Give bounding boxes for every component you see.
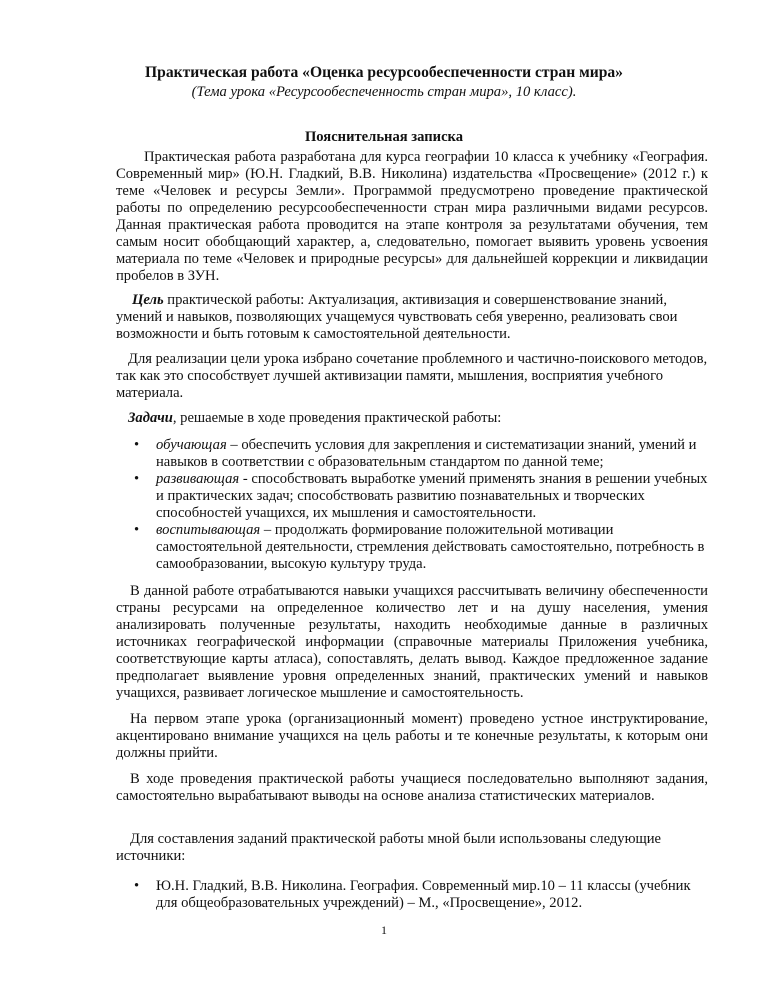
task-text: – обеспечить условия для закрепления и систематизации знаний, умений и навыков в соответствии с образовательным стандартом по данной теме;	[156, 437, 697, 470]
tasks-list	[116, 437, 708, 573]
task-label: воспитывающая	[156, 522, 261, 538]
page-subtitle: (Тема урока «Ресурсообеспеченность стран мира», 10 класс).	[191, 84, 577, 100]
stage1-paragraph: На первом этапе урока (организационный момент) проведено устное инструктирование, акцентировано внимание учащихся на цель работы и те конечные результаты, к которым они должны прийти.	[116, 711, 708, 761]
task-label: обучающая	[156, 437, 227, 453]
list-item	[116, 437, 708, 471]
source-text: Ю.Н. Гладкий, В.В. Николина. География. Современный мир.10 – 11 классы (учебник для общеобразовательных учреждений) – М., «Просвещение», 2012.	[156, 878, 691, 911]
intro-paragraph: Практическая работа разработана для курса географии 10 класса к учебнику «География. Современный мир» (Ю.Н. Гладкий, В.В. Николина) издательства «Просвещение» (2012 г.) к теме «Человек и ресурсы Земли». Программой предусмотрено проведение практической работы по определению ресурсообеспеченности стран мира различными видами ресурсов. Данная практическая работа проводится на этапе контроля за результатами обучения, тем самым носит обобщающий характер, а, следовательно, помогает выявить уровень усвоения материала по теме «Человек и природные ресурсы» для дальнейшей коррекции и ликвидации пробелов в ЗУН.	[116, 149, 708, 284]
sources-list	[116, 878, 708, 912]
bullet-icon: •	[134, 437, 140, 453]
process-paragraph: В ходе проведения практической работы учащиеся последовательно выполняют задания, самостоятельно вырабатывают выводы на основе анализа статистических материалов.	[116, 771, 708, 804]
bullet-icon: •	[134, 522, 140, 538]
task-text: – продолжать формирование положительной мотивации самостоятельной деятельности, стремления действовать самостоятельно, потребность в самообразовании, высокую культуру труда.	[156, 522, 705, 572]
list-item	[116, 471, 708, 522]
goal-text: практической работы: Актуализация, активизация и совершенствование знаний, умений и навыков, позволяющих учащемуся чувствовать себя уверенно, реализовать свои возможности и быть готовым к самостоятельной деятельности.	[116, 292, 678, 342]
sources-intro: Для составления заданий практической работы мной были использованы следующие источники:	[116, 831, 661, 864]
list-item	[116, 878, 708, 912]
tasks-paragraph	[116, 410, 708, 427]
task-text: - способствовать выработке умений применять знания в решении учебных и практических задач; способствовать развитию познавательных и творческих способностей учащихся, их мышления и самостоятельности.	[156, 471, 708, 521]
skills-paragraph: В данной работе отрабатываются навыки учащихся рассчитывать величину обеспеченности страны ресурсами на определенное количество лет и на душу населения, умения анализировать полученные результаты, находить необходимые данные в различных источниках географической информации (справочные материалы Приложения учебника, соответствующие карты атласа), сопоставлять, делать вывод. Каждое предложенное задание предполагает выявление уровня определенных знаний, практических умений и навыков учащихся, развивает логическое мышление и самостоятельность.	[116, 583, 708, 701]
page-title: Практическая работа «Оценка ресурсообеспеченности стран мира»	[145, 64, 623, 81]
bullet-icon: •	[134, 471, 140, 487]
goal-label: Цель	[132, 292, 164, 308]
method-paragraph: Для реализации цели урока избрано сочетание проблемного и частично-поискового методов, так как это способствует лучшей активизации памяти, мышления, восприятия учебного материала.	[116, 351, 708, 401]
page-number: 1	[381, 923, 387, 937]
bullet-icon: •	[134, 878, 140, 894]
list-item	[116, 522, 708, 573]
task-label: развивающая	[156, 471, 240, 487]
section-heading: Пояснительная записка	[304, 129, 464, 145]
tasks-text: , решаемые в ходе проведения практической работы:	[172, 410, 502, 426]
goal-paragraph	[116, 292, 708, 343]
tasks-label: Задачи	[128, 410, 173, 426]
